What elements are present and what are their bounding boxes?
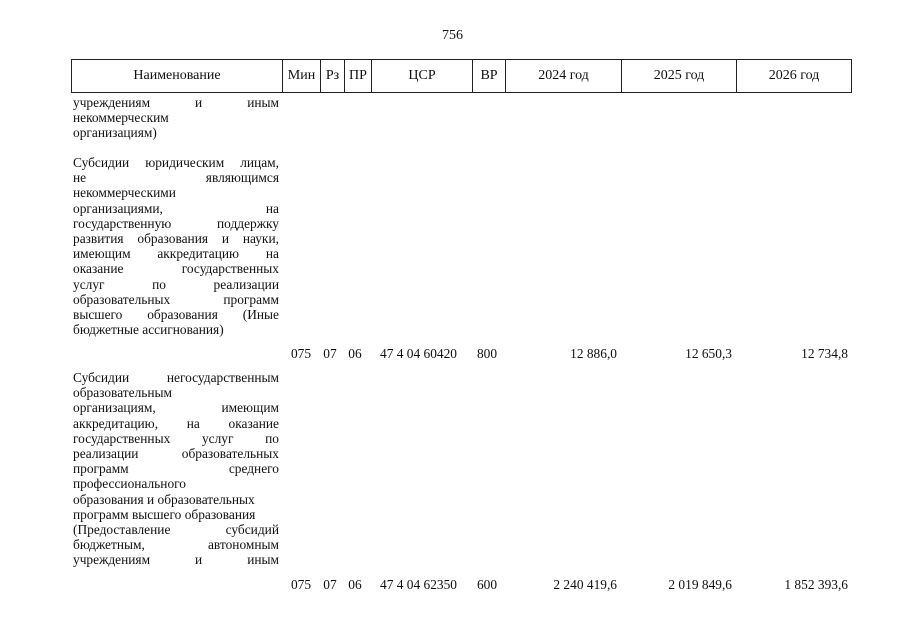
row-0-line-0 (73, 95, 279, 110)
row-2-2024: 2 240 419,6 (553, 577, 617, 592)
word: высшего (73, 307, 123, 323)
word: юридическим (145, 155, 225, 170)
word: государственную (73, 215, 172, 231)
row-1-csr: 47 4 04 60420 (380, 346, 457, 361)
word: оказание (228, 415, 279, 431)
word: реализации (213, 276, 279, 292)
header-name: Наименование (72, 60, 283, 92)
row-1-2024: 12 886,0 (570, 346, 617, 361)
word: развития (73, 231, 124, 247)
word: учреждениям (73, 552, 151, 568)
word: иным (247, 552, 279, 568)
row-1-min: 075 (290, 346, 312, 361)
word: аккредитацию (157, 246, 240, 262)
word: на (186, 415, 200, 431)
page-number: 756 (442, 28, 463, 43)
word: образовательным (73, 385, 173, 401)
word: имеющим (221, 400, 279, 416)
word: услуг (201, 430, 234, 446)
row-1-pr: 06 (348, 346, 362, 361)
word: государственных (181, 261, 279, 277)
word: поддержку (216, 215, 279, 231)
word: среднего (228, 461, 279, 477)
row-1-name (73, 155, 279, 337)
word: образования и образовательных (73, 491, 255, 507)
word: организациям) (73, 125, 157, 141)
word: автономным (207, 537, 279, 553)
word: на (265, 200, 279, 216)
row-1-rz: 07 (323, 346, 337, 361)
word: имеющим (73, 246, 131, 262)
word: Субсидии (73, 155, 130, 170)
word: образовательных (73, 291, 171, 307)
word: аккредитацию, (73, 415, 159, 431)
word: (Предоставление (73, 522, 171, 538)
row-2-2026: 1 852 393,6 (784, 577, 848, 592)
row-0-name (73, 95, 279, 141)
word: образовательных (181, 446, 279, 462)
word: и (195, 95, 203, 110)
row-2-name (73, 370, 279, 568)
word: учреждениям (73, 95, 151, 110)
word: программ (223, 291, 279, 307)
word: некоммерческими (73, 185, 176, 201)
row-2-pr: 06 (348, 577, 362, 592)
word: профессионального (73, 476, 186, 492)
row-2-csr: 47 4 04 62350 (380, 577, 457, 592)
header-min: Мин (283, 60, 321, 92)
word: на (265, 246, 279, 262)
word: по (265, 430, 279, 446)
word: по (152, 276, 166, 292)
row-0-line-1 (73, 110, 279, 125)
row-2-2025: 2 019 849,6 (668, 577, 732, 592)
word: образования (137, 231, 209, 247)
word: оказание (73, 261, 124, 277)
header-rz: Рз (321, 60, 345, 92)
row-2-vr: 600 (476, 577, 498, 592)
row-1-2026: 12 734,8 (801, 346, 848, 361)
word: являющимся (205, 170, 279, 186)
word: иным (247, 95, 279, 110)
header-2024: 2024 год (506, 60, 622, 92)
row-0-line-2 (73, 125, 279, 140)
word: негосударственным (166, 370, 279, 385)
header-pr: ПР (345, 60, 372, 92)
header-csr: ЦСР (372, 60, 473, 92)
row-1-vr: 800 (476, 346, 498, 361)
header-2025: 2025 год (622, 60, 737, 92)
header-vr: ВР (473, 60, 506, 92)
word: науки, (242, 231, 279, 247)
word: лицам, (240, 155, 279, 170)
word: субсидий (225, 522, 279, 538)
word: реализации (73, 446, 139, 462)
word: некоммерческим (73, 110, 169, 126)
word: государственных (73, 430, 171, 446)
word: программ высшего образования (73, 506, 256, 522)
word: (Иные (242, 307, 279, 323)
word: бюджетным, (73, 537, 145, 553)
word: и (221, 231, 230, 247)
row-1-2025: 12 650,3 (685, 346, 732, 361)
word: программ (73, 461, 129, 477)
row-2-rz: 07 (323, 577, 337, 592)
table-header (71, 59, 852, 93)
word: организациями, (73, 200, 163, 216)
word: образования (147, 307, 218, 323)
word: и (195, 552, 203, 568)
header-2026: 2026 год (768, 68, 820, 83)
word: Субсидии (73, 370, 130, 385)
word: бюджетные ассигнования) (73, 322, 224, 338)
word: организациям, (73, 400, 156, 416)
word: не (73, 170, 87, 186)
word: услуг (73, 276, 105, 292)
row-2-min: 075 (290, 577, 312, 592)
